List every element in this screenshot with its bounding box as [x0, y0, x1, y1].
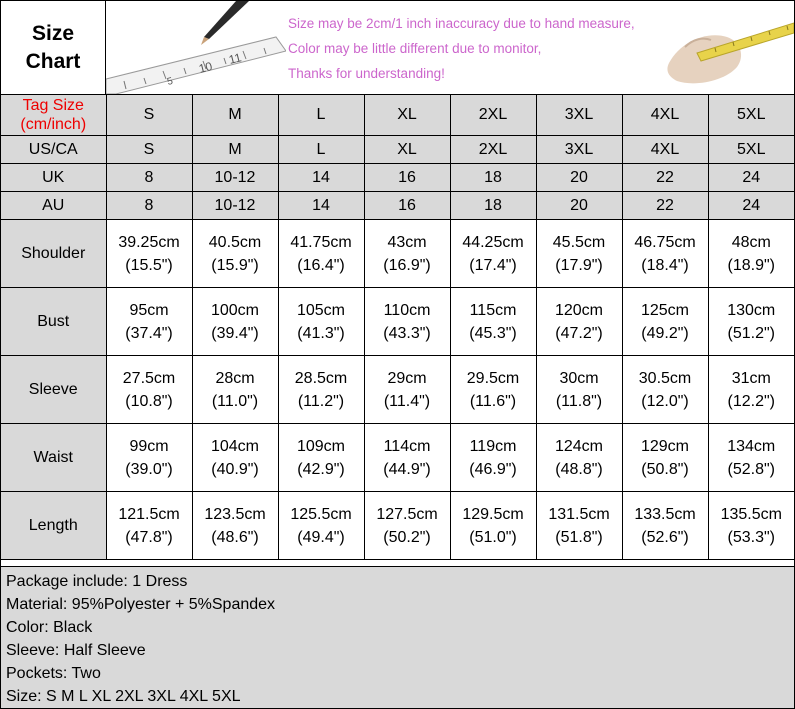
inch-value: (15.5") — [125, 256, 173, 274]
cm-value: 129.5cm — [462, 505, 524, 523]
inch-value: (12.0") — [641, 392, 689, 410]
inch-value: (50.2") — [383, 528, 431, 546]
ruler-tick-5: 5 — [166, 75, 175, 88]
conversion-value: 10-12 — [192, 164, 278, 192]
inch-value: (16.9") — [383, 256, 431, 274]
measurement-label: Bust — [1, 288, 106, 356]
measurement-cell — [106, 220, 192, 288]
inch-value: (15.9") — [211, 256, 259, 274]
inch-value: (41.3") — [297, 324, 345, 342]
conversion-label: US/CA — [1, 136, 106, 164]
measurement-cell — [708, 356, 794, 424]
measurement-cell — [192, 288, 278, 356]
notice-line-color: Color may be little different due to monitor, — [288, 41, 542, 56]
conversion-value: 14 — [278, 164, 364, 192]
cm-value: 121.5cm — [118, 505, 180, 523]
measurement-cell — [450, 424, 536, 492]
cm-value: 110cm — [383, 301, 431, 319]
tag-size-label — [1, 95, 106, 136]
cm-value: 30cm — [559, 369, 599, 387]
size-3xl: 3XL — [536, 95, 622, 136]
measurement-cell — [106, 424, 192, 492]
inch-value: (10.8") — [125, 392, 173, 410]
inch-value: (47.8") — [125, 528, 173, 546]
conversion-value: 24 — [708, 164, 794, 192]
cm-value: 130cm — [727, 301, 776, 319]
inch-value: (17.4") — [469, 256, 517, 274]
conversion-value: S — [106, 136, 192, 164]
cm-value: 134cm — [727, 437, 776, 455]
ruler-tick-10: 10 — [197, 59, 214, 76]
cm-value: 114cm — [383, 437, 431, 455]
measurement-cell — [622, 424, 708, 492]
chart-header — [1, 1, 794, 95]
measurement-cell — [536, 356, 622, 424]
conversion-value: 24 — [708, 192, 794, 220]
conversion-value: 8 — [106, 164, 192, 192]
measurement-row-waist — [1, 424, 794, 492]
cm-value: 127.5cm — [376, 505, 438, 523]
cm-value: 119cm — [469, 437, 517, 455]
measurement-cell — [450, 288, 536, 356]
inch-value: (48.6") — [211, 528, 259, 546]
inch-value: (39.4") — [211, 324, 259, 342]
measurement-cell — [536, 492, 622, 560]
measurement-row-sleeve — [1, 356, 794, 424]
conversion-row-us — [1, 136, 794, 164]
inch-value: (51.8") — [555, 528, 603, 546]
size-xl: XL — [364, 95, 450, 136]
inch-value: (11.4") — [383, 392, 431, 410]
size-l: L — [278, 95, 364, 136]
cm-value: 43cm — [387, 233, 427, 251]
inch-value: (11.8") — [555, 392, 603, 410]
cm-value: 29cm — [387, 369, 427, 387]
inch-value: (49.4") — [297, 528, 345, 546]
conversion-value: 20 — [536, 164, 622, 192]
inch-value: (40.9") — [211, 460, 259, 478]
inch-value: (49.2") — [641, 324, 689, 342]
cm-value: 133.5cm — [634, 505, 696, 523]
inch-value: (52.8") — [727, 460, 775, 478]
inch-value: (47.2") — [555, 324, 603, 342]
cm-value: 39.25cm — [118, 233, 180, 251]
notice-line-measure: Size may be 2cm/1 inch inaccuracy due to hand measure, — [288, 16, 635, 31]
measurement-cell — [708, 492, 794, 560]
size-2xl: 2XL — [450, 95, 536, 136]
detail-sleeve: Sleeve: Half Sleeve — [6, 642, 146, 659]
inch-value: (51.0") — [469, 528, 517, 546]
size-s: S — [106, 95, 192, 136]
measurement-cell — [364, 220, 450, 288]
measurement-cell — [364, 492, 450, 560]
conversion-value: 5XL — [708, 136, 794, 164]
cm-value: 27.5cm — [122, 369, 176, 387]
cm-value: 30.5cm — [638, 369, 692, 387]
detail-package: Package include: 1 Dress — [6, 573, 188, 590]
measurement-cell — [192, 356, 278, 424]
hand-tape-measure-icon — [629, 1, 794, 94]
detail-color: Color: Black — [6, 619, 93, 636]
conversion-value: L — [278, 136, 364, 164]
inch-value: (52.6") — [641, 528, 689, 546]
detail-pockets: Pockets: Two — [6, 665, 101, 682]
cm-value: 109cm — [296, 437, 346, 455]
measurement-cell — [450, 356, 536, 424]
conversion-value: XL — [364, 136, 450, 164]
measurement-cell — [278, 220, 364, 288]
measurement-row-length — [1, 492, 794, 560]
conversion-value: 16 — [364, 164, 450, 192]
cm-value: 99cm — [129, 437, 169, 455]
measurement-cell — [708, 220, 794, 288]
cm-value: 40.5cm — [208, 233, 262, 251]
chart-title-line1: Size — [31, 21, 75, 45]
cm-value: 104cm — [210, 437, 260, 455]
cm-value: 44.25cm — [462, 233, 524, 251]
chart-title-line2: Chart — [25, 49, 81, 73]
inch-value: (45.3") — [469, 324, 517, 342]
inch-value: (18.9") — [727, 256, 775, 274]
inch-value: (43.3") — [383, 324, 431, 342]
inch-value: (53.3") — [727, 528, 775, 546]
cm-value: 131.5cm — [548, 505, 610, 523]
cm-value: 135.5cm — [720, 505, 782, 523]
detail-sizes: Size: S M L XL 2XL 3XL 4XL 5XL — [6, 688, 241, 705]
notice-line-thanks: Thanks for understanding! — [288, 66, 445, 81]
inch-value: (16.4") — [297, 256, 345, 274]
ruler-pencil-icon — [106, 1, 286, 94]
cm-value: 48cm — [731, 233, 771, 251]
measurement-cell — [278, 492, 364, 560]
cm-value: 124cm — [554, 437, 604, 455]
measurement-cell — [192, 220, 278, 288]
measurement-label: Length — [1, 492, 106, 560]
measurement-cell — [708, 424, 794, 492]
cm-value: 105cm — [296, 301, 346, 319]
inch-value: (11.2") — [297, 392, 345, 410]
conversion-value: 3XL — [536, 136, 622, 164]
inch-value: (50.8") — [641, 460, 689, 478]
conversion-value: 14 — [278, 192, 364, 220]
notice-text — [288, 11, 635, 86]
conversion-value: 20 — [536, 192, 622, 220]
measurement-cell — [106, 492, 192, 560]
cm-value: 29.5cm — [466, 369, 520, 387]
measurement-cell — [364, 356, 450, 424]
cm-value: 41.75cm — [290, 233, 352, 251]
measurement-cell — [622, 492, 708, 560]
inch-value: (17.9") — [555, 256, 603, 274]
chart-title — [1, 1, 106, 94]
size-4xl: 4XL — [622, 95, 708, 136]
cm-value: 45.5cm — [552, 233, 606, 251]
conversion-value: 22 — [622, 192, 708, 220]
measurement-cell — [708, 288, 794, 356]
cm-value: 28cm — [215, 369, 255, 387]
inch-value: (11.6") — [469, 392, 517, 410]
conversion-value: M — [192, 136, 278, 164]
measurement-cell — [536, 220, 622, 288]
cm-value: 120cm — [554, 301, 604, 319]
measurement-cell — [622, 288, 708, 356]
inch-value: (11.0") — [211, 392, 259, 410]
measurement-cell — [450, 492, 536, 560]
conversion-label: AU — [1, 192, 106, 220]
conversion-value: 2XL — [450, 136, 536, 164]
measurement-cell — [278, 424, 364, 492]
measurement-cell — [450, 220, 536, 288]
tag-size-row — [1, 95, 794, 136]
measurement-label: Waist — [1, 424, 106, 492]
conversion-value: 18 — [450, 192, 536, 220]
cm-value: 125.5cm — [290, 505, 352, 523]
measurement-cell — [106, 356, 192, 424]
measurement-cell — [278, 288, 364, 356]
conversion-value: 18 — [450, 164, 536, 192]
cm-value: 123.5cm — [204, 505, 266, 523]
tag-size-label-line1: Tag Size — [22, 97, 84, 114]
cm-value: 28.5cm — [294, 369, 348, 387]
measurement-cell — [622, 356, 708, 424]
inch-value: (44.9") — [383, 460, 431, 478]
measurement-row-bust — [1, 288, 794, 356]
measurement-cell — [364, 424, 450, 492]
measurement-cell — [536, 288, 622, 356]
detail-material: Material: 95%Polyester + 5%Spandex — [6, 596, 276, 613]
cm-value: 95cm — [129, 301, 169, 319]
measurement-cell — [192, 492, 278, 560]
inch-value: (42.9") — [297, 460, 345, 478]
measurement-cell — [106, 288, 192, 356]
size-5xl: 5XL — [708, 95, 794, 136]
notice-banner — [106, 1, 794, 94]
measurement-label: Sleeve — [1, 356, 106, 424]
tag-size-label-line2: (cm/inch) — [20, 116, 87, 133]
inch-value: (46.9") — [469, 460, 517, 478]
cm-value: 31cm — [731, 369, 771, 387]
cm-value: 129cm — [640, 437, 690, 455]
conversion-value: 22 — [622, 164, 708, 192]
inch-value: (39.0") — [125, 460, 173, 478]
product-details — [1, 566, 794, 708]
conversion-value: 10-12 — [192, 192, 278, 220]
measurement-cell — [278, 356, 364, 424]
size-m: M — [192, 95, 278, 136]
cm-value: 125cm — [640, 301, 690, 319]
inch-value: (48.8") — [555, 460, 603, 478]
conversion-row-uk — [1, 164, 794, 192]
measurement-cell — [622, 220, 708, 288]
measurement-row-shoulder — [1, 220, 794, 288]
measurement-cell — [192, 424, 278, 492]
inch-value: (51.2") — [727, 324, 775, 342]
cm-value: 100cm — [210, 301, 260, 319]
size-table — [1, 95, 794, 560]
measurement-cell — [364, 288, 450, 356]
inch-value: (12.2") — [727, 392, 775, 410]
ruler-tick-11: 11 — [227, 50, 243, 67]
measurement-label: Shoulder — [1, 220, 106, 288]
conversion-row-au — [1, 192, 794, 220]
conversion-value: 8 — [106, 192, 192, 220]
conversion-value: 16 — [364, 192, 450, 220]
cm-value: 46.75cm — [634, 233, 696, 251]
inch-value: (37.4") — [125, 324, 173, 342]
conversion-label: UK — [1, 164, 106, 192]
inch-value: (18.4") — [641, 256, 689, 274]
measurement-cell — [536, 424, 622, 492]
conversion-value: 4XL — [622, 136, 708, 164]
cm-value: 115cm — [469, 301, 517, 319]
